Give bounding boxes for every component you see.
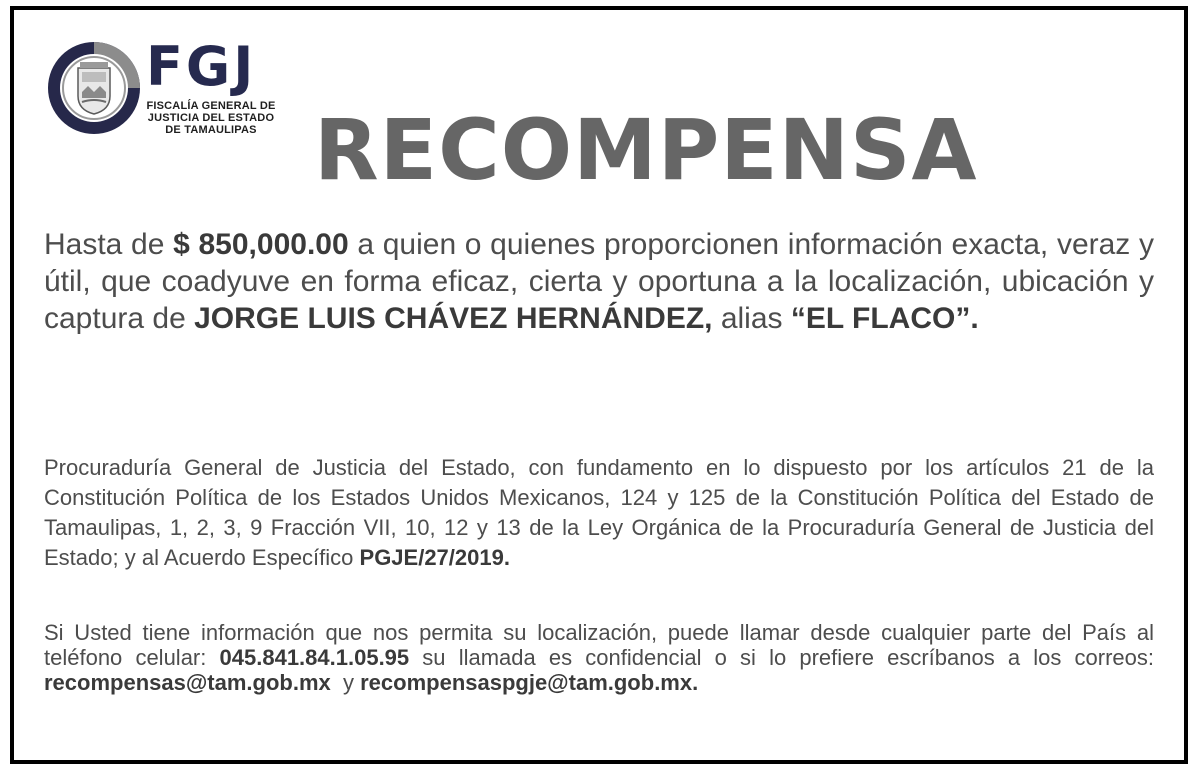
legal-basis-paragraph [44,453,1154,573]
contact-text: su llamada es confidencial o si lo prefiere escríbanos a los correos: [409,645,1154,670]
agency-name-line: FISCALÍA GENERAL DE [146,100,276,112]
reward-paragraph [44,226,1154,337]
agency-logo [146,35,276,136]
phone-number: 045.841.84.1.05.95 [219,645,410,670]
page-title: RECOMPENSA [314,101,978,199]
reward-text: a quien o quienes proporcionen información exacta, veraz y útil, que coadyuve en forma eficaz, cierta y oportuna a la localización, ubicación y captura de [44,228,1154,335]
notice-frame [10,6,1188,764]
state-seal-icon [46,40,142,136]
contact-intro: Si Usted tiene información que nos permita su localización, puede llamar desde cualquier parte del País al teléfono celular: [44,620,1154,670]
fugitive-alias: “EL FLACO”. [790,302,979,335]
email-link: recompensas@tam.gob.mx [44,670,331,695]
agency-name-line: DE TAMAULIPAS [165,124,257,136]
reward-amount: $ 850,000.00 [173,228,349,261]
alias-prefix: alias [712,302,791,335]
agency-acronym: FGJ [146,35,257,98]
reward-prefix: Hasta de [44,228,174,261]
fugitive-name: JORGE LUIS CHÁVEZ HERNÁNDEZ, [194,302,713,335]
email-connector: y [330,670,361,695]
agreement-number: PGJE/27/2019. [359,545,510,570]
legal-text: Procuraduría General de Justicia del Estado, con fundamento en lo dispuesto por los artículos 21 de la Constitución Política de los Estados Unidos Mexicanos, 124 y 125 de la Constitución Política del Estado de Tamaulipas, 1, 2, 3, 9 Fracción VII, 10, 12 y 13 de la Ley Orgánica de la Procuraduría General de Justicia del Estado; y al Acuerdo Específico [44,455,1154,570]
agency-name-line: JUSTICIA DEL ESTADO [147,112,275,124]
contact-paragraph [44,620,1154,695]
email-link: recompensaspgje@tam.gob.mx. [360,670,699,695]
